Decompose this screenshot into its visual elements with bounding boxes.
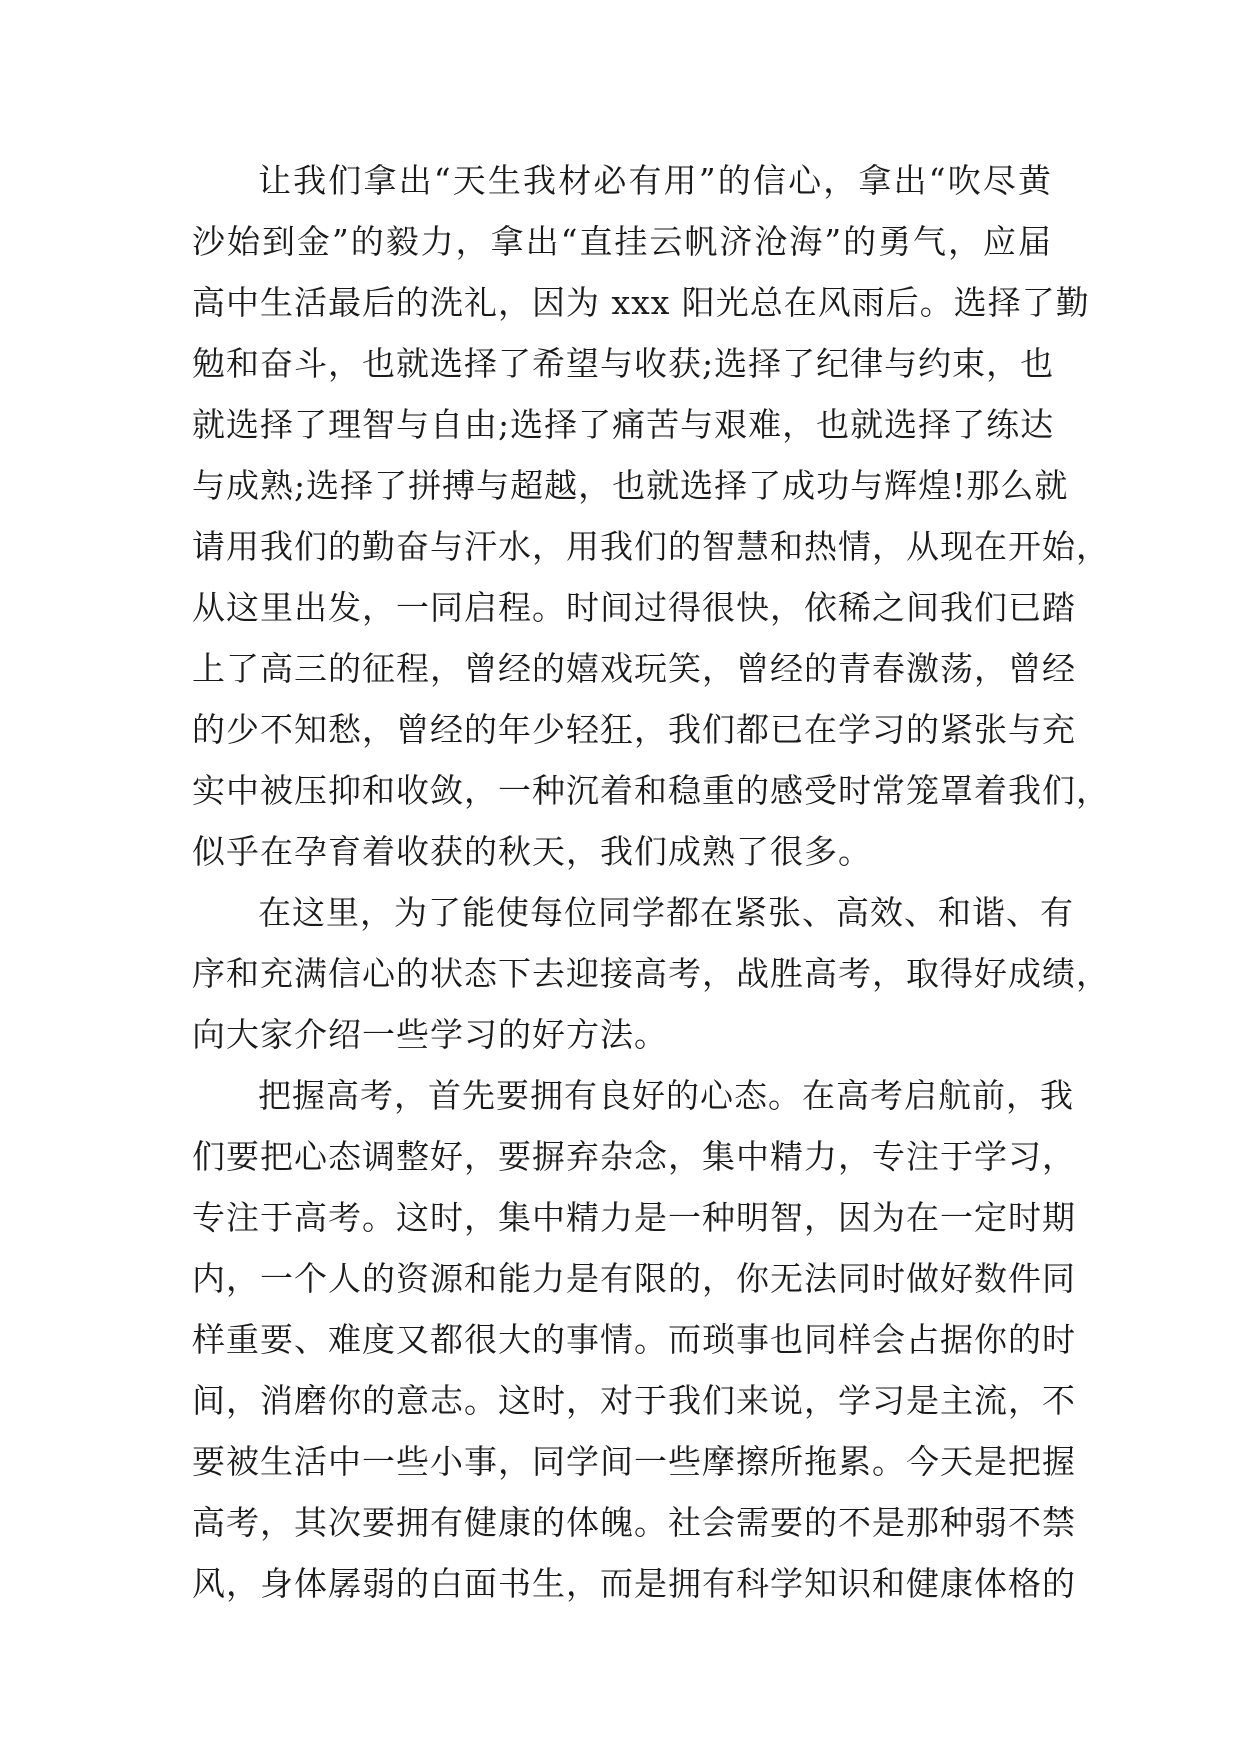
text-line: 请用我们的勤奋与汗水，用我们的智慧和热情，从现在开始， bbox=[192, 527, 1110, 566]
text-line: 实中被压抑和收敛，一种沉着和稳重的感受时常笼罩着我们， bbox=[192, 771, 1110, 810]
text-line: 勉和奋斗，也就选择了希望与收获;选择了纪律与约束，也 bbox=[192, 344, 1055, 383]
text-line: 间，消磨你的意志。这时，对于我们来说，学习是主流，不 bbox=[192, 1381, 1076, 1420]
text-line: 内，一个人的资源和能力是有限的，你无法同时做好数件同 bbox=[192, 1259, 1076, 1298]
paragraph-2 bbox=[192, 882, 1110, 1065]
text-line: 要被生活中一些小事，同学间一些摩擦所拖累。今天是把握 bbox=[192, 1442, 1076, 1481]
text-line: 在这里，为了能使每位同学都在紧张、高效、和谐、有 bbox=[258, 893, 1074, 932]
text-line: 把握高考，首先要拥有良好的心态。在高考启航前，我 bbox=[258, 1076, 1074, 1115]
text-line: 让我们拿出“天生我材必有用”的信心，拿出“吹尽黄 bbox=[258, 161, 1052, 200]
text-line: 序和充满信心的状态下去迎接高考，战胜高考，取得好成绩， bbox=[192, 954, 1110, 993]
text-line: 样重要、难度又都很大的事情。而琐事也同样会占据你的时 bbox=[192, 1320, 1076, 1359]
text-line: 就选择了理智与自由;选择了痛苦与艰难，也就选择了练达 bbox=[192, 405, 1055, 444]
paragraph-3 bbox=[192, 1065, 1076, 1614]
text-line: 的少不知愁，曾经的年少轻狂，我们都已在学习的紧张与充 bbox=[192, 710, 1076, 749]
text-line: 高中生活最后的洗礼，因为 xxx 阳光总在风雨后。选择了勤 bbox=[192, 283, 1090, 322]
text-line: 与成熟;选择了拼搏与超越，也就选择了成功与辉煌!那么就 bbox=[192, 466, 1069, 505]
text-line: 上了高三的征程，曾经的嬉戏玩笑，曾经的青春激荡，曾经 bbox=[192, 649, 1076, 688]
paragraph-1 bbox=[192, 150, 1110, 882]
text-line: 沙始到金”的毅力，拿出“直挂云帆济沧海”的勇气，应届 bbox=[192, 222, 1052, 261]
text-line: 从这里出发，一同启程。时间过得很快，依稀之间我们已踏 bbox=[192, 588, 1076, 627]
text-line: 似乎在孕育着收获的秋天，我们成熟了很多。 bbox=[192, 832, 872, 871]
text-line: 风，身体孱弱的白面书生，而是拥有科学知识和健康体格的 bbox=[192, 1564, 1076, 1603]
text-line: 向大家介绍一些学习的好方法。 bbox=[192, 1015, 668, 1054]
text-line: 们要把心态调整好，要摒弃杂念，集中精力，专注于学习， bbox=[192, 1137, 1076, 1176]
text-line: 专注于高考。这时，集中精力是一种明智，因为在一定时期 bbox=[192, 1198, 1076, 1237]
body-text bbox=[192, 150, 1110, 1614]
text-line: 高考，其次要拥有健康的体魄。社会需要的不是那种弱不禁 bbox=[192, 1503, 1076, 1542]
